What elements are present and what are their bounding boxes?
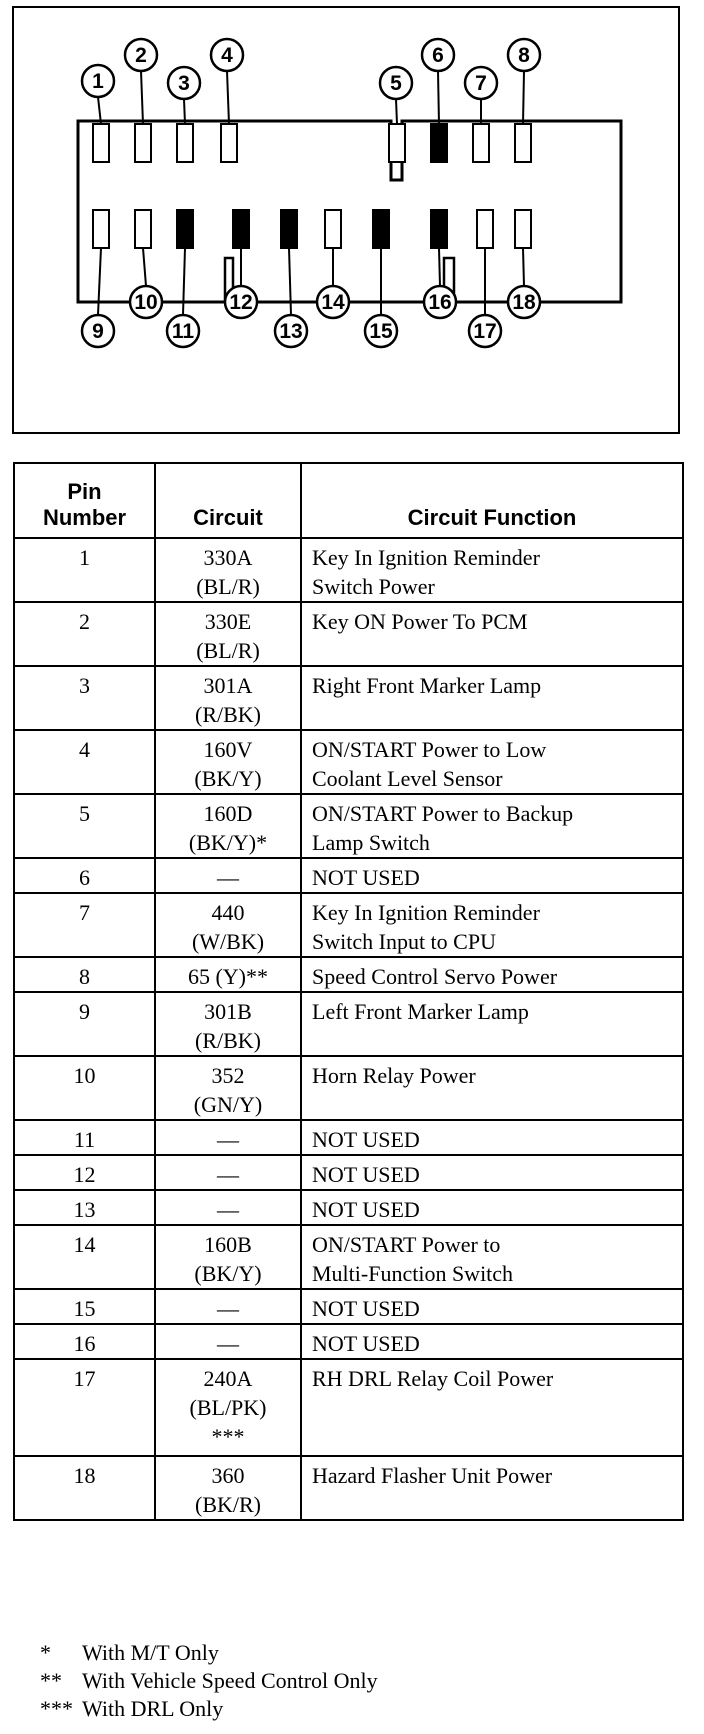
pin-number-cell: 1	[14, 538, 155, 602]
filled-cavity-6	[431, 124, 447, 162]
pin-13	[275, 210, 307, 347]
circuit-cell	[155, 1289, 301, 1324]
pin-10	[130, 210, 162, 318]
pin-label: 10	[134, 291, 158, 314]
leader-line	[289, 248, 291, 315]
cell-line: —	[217, 1197, 239, 1222]
cell-line: 301B	[204, 999, 252, 1024]
circuit-cell	[155, 1120, 301, 1155]
cavity-5	[389, 124, 405, 162]
pin-number-cell: 5	[14, 794, 155, 858]
circuit-function-cell	[301, 602, 683, 666]
table-row	[14, 992, 683, 1056]
cell-line: (R/BK)	[195, 1028, 261, 1053]
footnote-mark: ***	[40, 1696, 73, 1721]
pinout-table	[13, 462, 684, 1521]
pin-7	[465, 67, 497, 162]
table-row	[14, 538, 683, 602]
pin-number-cell: 7	[14, 893, 155, 957]
pin-number-cell: 6	[14, 858, 155, 893]
pin-label: 4	[221, 44, 233, 67]
pin-number-cell: 17	[14, 1359, 155, 1456]
pin-number-cell: 4	[14, 730, 155, 794]
pin-3	[168, 67, 200, 162]
pin-number-cell: 3	[14, 666, 155, 730]
cell-line: 330E	[204, 609, 252, 634]
pin-6	[422, 39, 454, 162]
pin-label: 13	[279, 320, 303, 343]
cavity-14	[325, 210, 341, 248]
header-line: Number	[42, 505, 127, 530]
circuit-cell	[155, 992, 301, 1056]
cell-line: NOT USED	[312, 1162, 420, 1187]
cavity-18	[515, 210, 531, 248]
leader-line	[438, 71, 439, 124]
cell-line: (GN/Y)	[193, 1092, 263, 1117]
cell-line: (R/BK)	[195, 702, 261, 727]
cell-line: 301A	[203, 673, 253, 698]
footnote	[40, 1696, 223, 1722]
table-row	[14, 1456, 683, 1520]
cell-line: Key In Ignition Reminder	[312, 545, 540, 570]
table-row	[14, 957, 683, 992]
leader-line	[227, 71, 229, 124]
pin-9	[82, 210, 114, 347]
circuit-cell	[155, 1056, 301, 1120]
pin-4	[211, 39, 243, 162]
cell-line: (BL/PK)	[189, 1395, 267, 1420]
cell-line: (BK/R)	[195, 1492, 261, 1517]
circuit-cell	[155, 893, 301, 957]
pin-label: 6	[432, 44, 444, 67]
pin-number-cell: 8	[14, 957, 155, 992]
cell-line: (W/BK)	[191, 929, 265, 954]
cell-line: NOT USED	[312, 1296, 420, 1321]
circuit-function-cell	[301, 1456, 683, 1520]
circuit-function-cell	[301, 1289, 683, 1324]
cell-line: (BL/R)	[196, 574, 260, 599]
pin-label: 3	[178, 72, 190, 95]
pin-number-cell: 9	[14, 992, 155, 1056]
circuit-function-cell	[301, 1155, 683, 1190]
pin-14	[317, 210, 349, 318]
cell-line: 160V	[203, 737, 253, 762]
filled-cavity-11	[177, 210, 193, 248]
pin-2	[125, 39, 157, 162]
filled-cavity-13	[281, 210, 297, 248]
circuit-function-cell	[301, 893, 683, 957]
circuit-cell	[155, 730, 301, 794]
table-row	[14, 730, 683, 794]
cell-line: 65 (Y)**	[187, 964, 269, 989]
circuit-function-cell	[301, 858, 683, 893]
cell-line: (BK/Y)*	[188, 830, 268, 855]
circuit-cell	[155, 957, 301, 992]
pin-17	[469, 210, 501, 347]
cavity-4	[221, 124, 237, 162]
header-line: Pin	[67, 479, 102, 504]
cavity-7	[473, 124, 489, 162]
pin-number-cell: 18	[14, 1456, 155, 1520]
leader-line	[143, 248, 146, 286]
table-row	[14, 666, 683, 730]
cell-line: Right Front Marker Lamp	[312, 673, 542, 698]
footnote	[40, 1640, 219, 1666]
pin-8	[508, 39, 540, 162]
pin-number-cell: 15	[14, 1289, 155, 1324]
cell-line: —	[217, 1162, 239, 1187]
pin-label: 12	[229, 291, 253, 314]
cell-line: —	[217, 865, 239, 890]
pin-11	[167, 210, 199, 347]
filled-cavity-12	[233, 210, 249, 248]
pin-label: 14	[321, 291, 345, 314]
pin-5	[380, 67, 412, 162]
cell-line: NOT USED	[312, 1331, 420, 1356]
connector-outline	[78, 121, 621, 302]
pin-label: 5	[390, 72, 402, 95]
pin-label: 8	[518, 44, 530, 67]
table-row	[14, 1120, 683, 1155]
circuit-cell	[155, 1225, 301, 1289]
pin-label: 7	[475, 72, 487, 95]
cavity-8	[515, 124, 531, 162]
cell-line: Key ON Power To PCM	[312, 609, 528, 634]
circuit-cell	[155, 1456, 301, 1520]
cavity-1	[93, 124, 109, 162]
cell-line: 352	[211, 1063, 245, 1088]
pin-15	[365, 210, 397, 347]
cell-line: —	[217, 1127, 239, 1152]
leader-line	[141, 71, 143, 124]
circuit-function-cell	[301, 992, 683, 1056]
circuit-cell	[155, 1359, 301, 1456]
cavity-2	[135, 124, 151, 162]
cell-line: ***	[211, 1424, 245, 1449]
cell-line: (BL/R)	[196, 638, 260, 663]
cell-line: Hazard Flasher Unit Power	[312, 1463, 553, 1488]
circuit-function-cell	[301, 1120, 683, 1155]
footnote-mark: **	[40, 1668, 62, 1693]
table-row	[14, 602, 683, 666]
cavity-9	[93, 210, 109, 248]
cell-line: Left Front Marker Lamp	[312, 999, 529, 1024]
circuit-cell	[155, 666, 301, 730]
table-row	[14, 1155, 683, 1190]
cell-line: RH DRL Relay Coil Power	[312, 1366, 554, 1391]
leader-line	[523, 71, 524, 124]
filled-cavity-15	[373, 210, 389, 248]
footnote-text: With M/T Only	[82, 1640, 219, 1665]
cell-line: —	[217, 1331, 239, 1356]
circuit-function-cell	[301, 538, 683, 602]
pin-number-cell: 12	[14, 1155, 155, 1190]
footnote-text: With Vehicle Speed Control Only	[82, 1668, 378, 1693]
table-row	[14, 1190, 683, 1225]
leader-line	[523, 248, 524, 286]
cell-line: 360	[211, 1463, 245, 1488]
cell-line: NOT USED	[312, 865, 420, 890]
pin-label: 15	[369, 320, 393, 343]
circuit-function-cell	[301, 957, 683, 992]
leader-line	[439, 248, 440, 286]
cavity-3	[177, 124, 193, 162]
pin-label: 16	[428, 291, 452, 314]
circuit-function-cell	[301, 666, 683, 730]
table-row	[14, 1289, 683, 1324]
pin-number-header	[14, 463, 155, 538]
pin-label: 11	[171, 320, 195, 343]
leader-line	[98, 248, 101, 315]
circuit-function-cell	[301, 794, 683, 858]
pin-label: 1	[92, 70, 104, 93]
cell-line: (BK/Y)	[194, 1261, 262, 1286]
footnote	[40, 1668, 378, 1694]
table-row	[14, 858, 683, 893]
table-row	[14, 893, 683, 957]
cell-line: 440	[211, 900, 245, 925]
cavity-10	[135, 210, 151, 248]
cell-line: ON/START Power to Backup	[312, 801, 574, 826]
cell-line: ON/START Power to	[312, 1232, 501, 1257]
circuit-cell	[155, 1324, 301, 1359]
pin-18	[508, 210, 540, 318]
circuit-cell	[155, 858, 301, 893]
cell-line: ON/START Power to Low	[312, 737, 547, 762]
cell-line: NOT USED	[312, 1197, 420, 1222]
footnote-mark: *	[40, 1640, 51, 1665]
circuit-function-cell	[301, 1359, 683, 1456]
pin-1	[82, 65, 114, 162]
footnote-text: With DRL Only	[82, 1696, 224, 1721]
cavity-17	[477, 210, 493, 248]
cell-line: (BK/Y)	[194, 766, 262, 791]
cell-line: 240A	[203, 1366, 253, 1391]
cell-line: Multi-Function Switch	[312, 1261, 514, 1286]
circuit-function-cell	[301, 730, 683, 794]
pin-label: 9	[92, 320, 104, 343]
cell-line: Switch Input to CPU	[312, 929, 496, 954]
table-row	[14, 794, 683, 858]
cell-line: Switch Power	[312, 574, 435, 599]
connector-diagram	[0, 0, 704, 440]
pin-label: 17	[473, 320, 497, 343]
cell-line: Horn Relay Power	[312, 1063, 476, 1088]
pin-number-cell: 10	[14, 1056, 155, 1120]
cell-line: 330A	[203, 545, 253, 570]
pin-number-cell: 14	[14, 1225, 155, 1289]
circuit-header: Circuit	[155, 463, 301, 538]
circuit-function-cell	[301, 1190, 683, 1225]
pin-number-cell: 16	[14, 1324, 155, 1359]
cell-line: Key In Ignition Reminder	[312, 900, 540, 925]
pin-number-cell: 2	[14, 602, 155, 666]
circuit-cell	[155, 1155, 301, 1190]
circuit-cell	[155, 794, 301, 858]
table-row	[14, 1225, 683, 1289]
pin-12	[225, 210, 257, 318]
circuit-function-header: Circuit Function	[301, 463, 683, 538]
circuit-cell	[155, 1190, 301, 1225]
cell-line: 160B	[204, 1232, 252, 1257]
circuit-function-cell	[301, 1056, 683, 1120]
circuit-cell	[155, 602, 301, 666]
pin-label: 2	[135, 44, 147, 67]
leader-line	[183, 248, 185, 315]
circuit-function-cell	[301, 1324, 683, 1359]
leader-line	[396, 99, 397, 124]
leader-line	[184, 99, 185, 124]
table-row	[14, 1359, 683, 1456]
cell-line: —	[217, 1296, 239, 1321]
filled-cavity-16	[431, 210, 447, 248]
cell-line: Lamp Switch	[312, 830, 430, 855]
circuit-cell	[155, 538, 301, 602]
pin-number-cell: 13	[14, 1190, 155, 1225]
pin-16	[424, 210, 456, 318]
cell-line: NOT USED	[312, 1127, 420, 1152]
table-row	[14, 1056, 683, 1120]
circuit-function-cell	[301, 1225, 683, 1289]
cell-line: Speed Control Servo Power	[312, 964, 558, 989]
pin-label: 18	[512, 291, 536, 314]
cell-line: 160D	[203, 801, 253, 826]
pin-number-cell: 11	[14, 1120, 155, 1155]
cell-line: Coolant Level Sensor	[312, 766, 503, 791]
table-row	[14, 1324, 683, 1359]
